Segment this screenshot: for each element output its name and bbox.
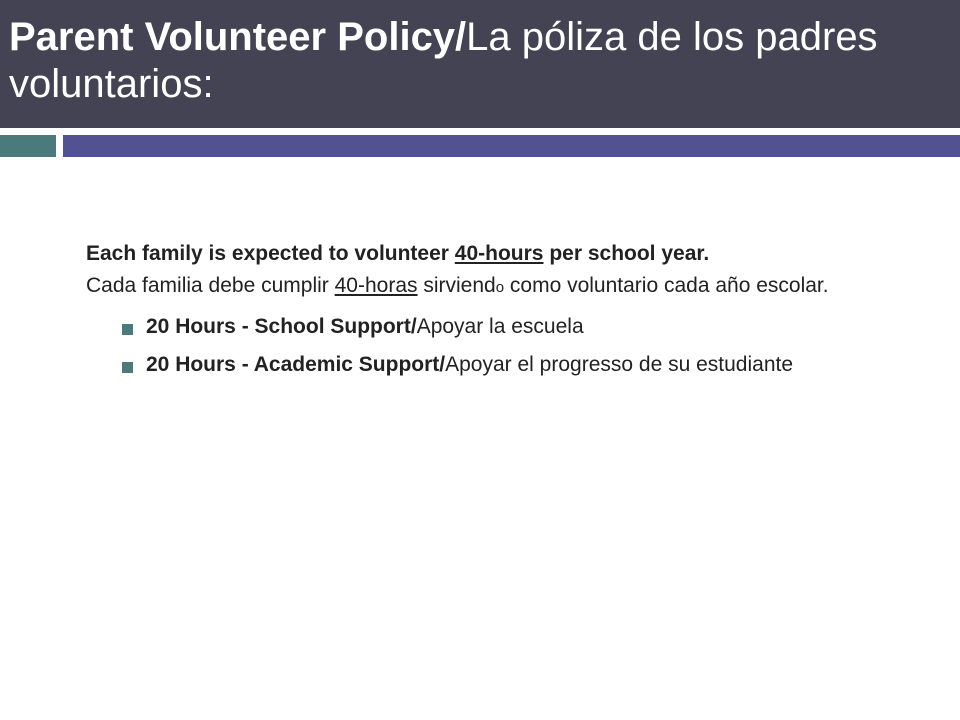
intro-es-hours: 40-horas — [334, 274, 418, 297]
intro-en-text: Each family is expected to volunteer — [86, 242, 455, 265]
accent-bar-blue — [63, 135, 960, 157]
bullet-list — [86, 312, 946, 380]
bullet-item — [86, 350, 946, 380]
slide-title-rest: La póliza de los padres voluntarios: — [9, 15, 878, 106]
intro-en-text-end: per school year. — [543, 242, 710, 265]
slide-content — [86, 238, 946, 388]
bullet-item-bold: 20 Hours - Academic Support/ — [146, 353, 446, 376]
slide-title-bold: Parent Volunteer Policy/ — [9, 15, 467, 59]
intro-english — [86, 238, 946, 269]
accent-bar-teal — [0, 135, 56, 157]
intro-spanish — [86, 269, 946, 304]
intro-es-small-o: o — [495, 279, 505, 296]
square-bullet-icon — [122, 324, 133, 335]
intro-es-text-mid: sirviend — [417, 274, 496, 297]
bullet-item-text: Apoyar la escuela — [416, 315, 584, 338]
bullet-item-bold: 20 Hours - School Support/ — [146, 315, 417, 338]
bullet-item — [86, 312, 946, 342]
intro-en-hours: 40-hours — [454, 242, 544, 265]
square-bullet-icon — [122, 362, 133, 373]
intro-es-text: Cada familia debe cumplir — [86, 274, 335, 297]
bullet-item-text: Apoyar el progresso de su estudiante — [445, 353, 794, 376]
title-bar — [0, 0, 960, 128]
intro-es-text-end: como voluntario cada año escolar. — [504, 274, 829, 297]
slide-title — [9, 14, 954, 108]
